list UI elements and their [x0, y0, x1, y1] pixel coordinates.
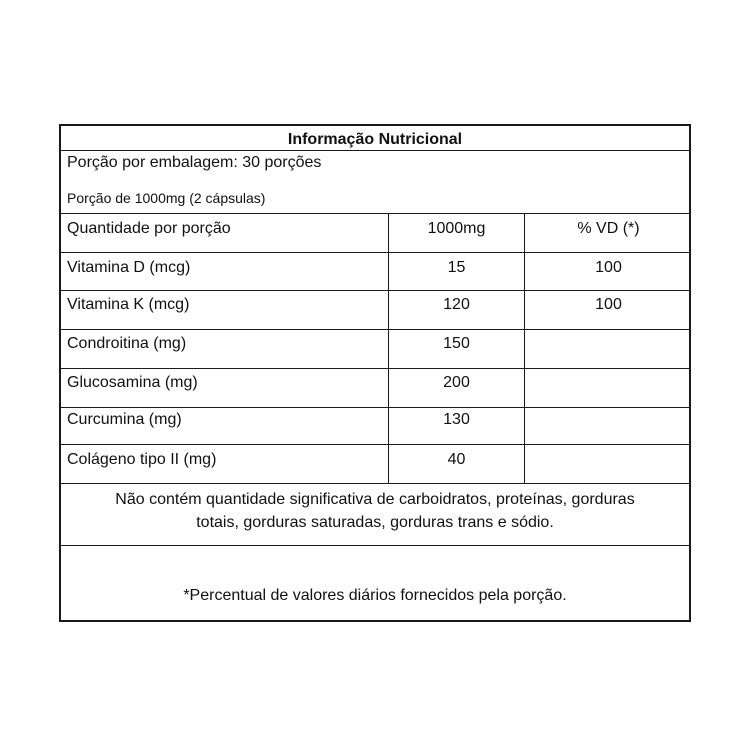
- nutrient-amount: 200: [443, 374, 470, 391]
- header-vd-label: % VD (*): [577, 220, 640, 237]
- footnote: *Percentual de valores diários fornecidos pela porção.: [183, 587, 567, 604]
- nutrient-amount: 120: [443, 296, 470, 313]
- portions-per-package: Porção por embalagem: 30 porções: [67, 154, 322, 171]
- divider: [61, 290, 689, 291]
- header-quantity-label: Quantidade por porção: [67, 220, 231, 237]
- divider: [61, 483, 689, 484]
- divider: [61, 407, 689, 408]
- nutrient-name: Vitamina D (mcg): [67, 259, 191, 276]
- nutrient-vd: 100: [595, 296, 622, 313]
- nutrient-name: Condroitina (mg): [67, 335, 187, 352]
- divider: [61, 150, 689, 151]
- nutrient-amount: 40: [447, 451, 466, 468]
- header-amount-label: 1000mg: [427, 220, 486, 237]
- nutrient-name: Colágeno tipo II (mg): [67, 451, 217, 468]
- nutrient-amount: 130: [443, 411, 470, 428]
- disclaimer-line: totais, gorduras saturadas, gorduras trans e sódio.: [196, 514, 554, 531]
- divider: [61, 545, 689, 546]
- column-divider: [524, 213, 525, 483]
- nutrient-vd: 100: [595, 259, 622, 276]
- divider: [61, 252, 689, 253]
- nutrient-name: Curcumina (mg): [67, 411, 182, 428]
- disclaimer-line: Não contém quantidade significativa de carboidratos, proteínas, gorduras: [115, 491, 635, 508]
- divider: [61, 329, 689, 330]
- divider: [61, 368, 689, 369]
- column-divider: [388, 213, 389, 483]
- portion-size: Porção de 1000mg (2 cápsulas): [67, 190, 266, 206]
- nutrient-name: Glucosamina (mg): [67, 374, 198, 391]
- divider: [61, 444, 689, 445]
- nutrient-name: Vitamina K (mcg): [67, 296, 190, 313]
- nutrient-amount: 15: [447, 259, 466, 276]
- table-title: Informação Nutricional: [287, 131, 463, 148]
- divider: [61, 213, 689, 214]
- nutrition-facts-table: [59, 124, 691, 622]
- nutrient-amount: 150: [443, 335, 470, 352]
